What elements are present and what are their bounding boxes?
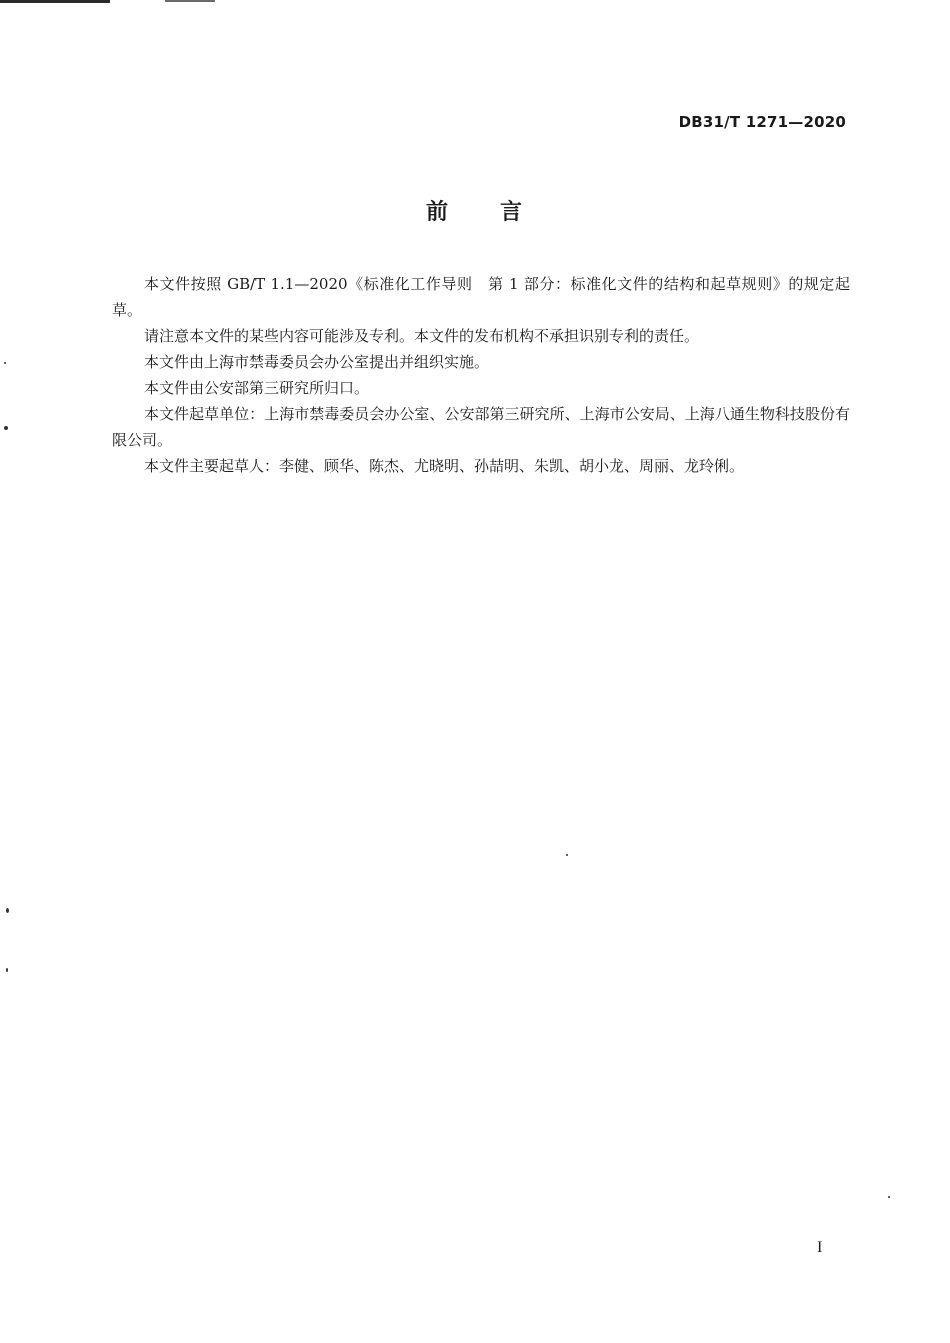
- paragraph-drafting-units: 本文件起草单位：上海市禁毒委员会办公室、公安部第三研究所、上海市公安局、上海八通生物科技股份有限公司。: [112, 405, 850, 449]
- paragraph-drafters: 本文件主要起草人：李健、顾华、陈杰、尤晓明、孙喆明、朱凯、胡小龙、周丽、龙玲俐。: [144, 457, 745, 475]
- scan-speck: [566, 854, 568, 856]
- paragraph-centralized-unit: 本文件由公安部第三研究所归口。: [144, 379, 370, 397]
- title-char-1: 前: [425, 200, 450, 225]
- page-title: [0, 195, 950, 226]
- scan-speck: [6, 908, 9, 913]
- paragraph-drafting-rules: 本文件按照 GB/T 1.1—2020《标准化工作导则 第 1 部分：标准化文件的结构和起草规则》的规定起草。: [112, 275, 850, 319]
- scan-speck: [4, 426, 8, 430]
- title-char-2: 言: [500, 200, 525, 225]
- scan-speck: [6, 968, 8, 972]
- scan-speck: [4, 362, 6, 364]
- scan-mark: [0, 0, 110, 3]
- foreword-body: [112, 271, 850, 479]
- scan-speck: [888, 1196, 890, 1198]
- paragraph-patent-notice: 请注意本文件的某些内容可能涉及专利。本文件的发布机构不承担识别专利的责任。: [144, 327, 700, 345]
- paragraph-proposer: 本文件由上海市禁毒委员会办公室提出并组织实施。: [144, 353, 490, 371]
- scan-mark: [165, 0, 215, 2]
- page-number: I: [817, 1239, 823, 1256]
- document-number: DB31/T 1271—2020: [678, 113, 846, 131]
